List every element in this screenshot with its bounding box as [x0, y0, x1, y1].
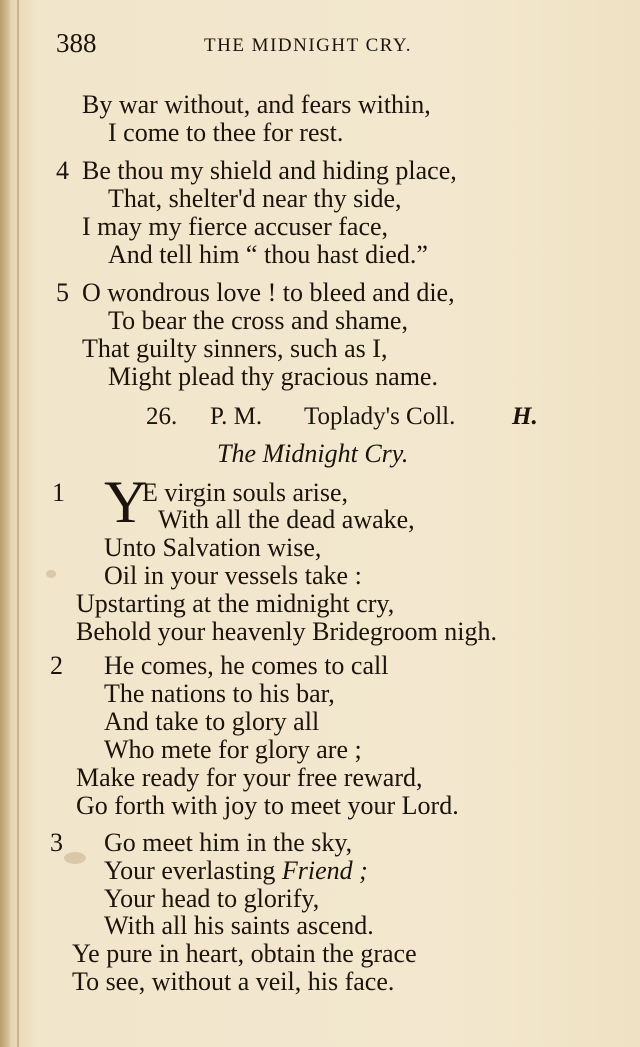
stanza-number: 2 [50, 651, 63, 680]
page-header [52, 24, 612, 64]
stanza-number: 5 [56, 278, 69, 307]
italic-word: Friend ; [281, 856, 368, 885]
paper-stain [46, 570, 56, 578]
paper-stain [64, 852, 86, 864]
hymn-source: Toplady's Coll. [304, 403, 456, 430]
page-number: 388 [56, 28, 97, 58]
drop-cap: Y [104, 469, 148, 535]
stanza-number: 1 [52, 478, 65, 507]
page-gutter [0, 0, 10, 1047]
hymn-title: The Midnight Cry. [217, 439, 409, 468]
hymn-number: 26. [146, 403, 178, 430]
stanza-number: 3 [50, 828, 63, 857]
stanza-number: 4 [56, 156, 69, 185]
hymn-mark: H. [512, 403, 538, 430]
hymn-heading [0, 403, 640, 437]
gutter-shadow [17, 0, 19, 1047]
running-head: THE MIDNIGHT CRY. [204, 35, 412, 56]
book-page: 388 THE MIDNIGHT CRY. By war without, and fears within, I come to thee for rest. 4 Be thou my shield and hiding place, That, shelter'd near thy side, I may my fierce accuser face, And tell him “ thou hast died.” 5 O wondrous love ! to bleed and die, To bear the cross and shame, That guilty sinners, such as I, Might plead thy gracious name. 26. P. M. Toplady's Coll. H. The Midnight Cry. Y 1 E virgin souls arise, With all the dead awake, Unto Salvation wise, Oil in your vessels take : Upstarting at the midnight cry, Behold your heavenly Bridegroom nigh. 2 He comes, he comes to call The nations to his bar, And take to glory all Who mete for glory are ; Make ready for your free reward, Go forth with joy to meet your Lord. 3 Go meet him in the sky, Your everlasting Friend ; Your head to glorify, With all his saints ascend. Ye pure in heart, obtain the grace To see, without a veil, his face. [0, 0, 640, 1047]
hymn-meter: P. M. [210, 403, 263, 430]
